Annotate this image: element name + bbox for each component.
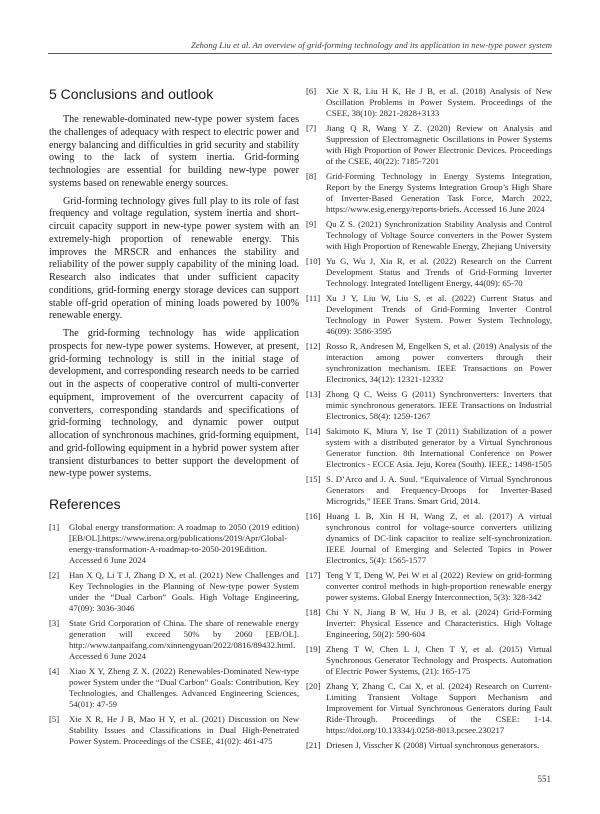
reference-item <box>49 522 299 566</box>
reference-text: Xie X R, Liu H K, He J B, et al. (2018) Analysis of New Oscillation Problems in Power System. Proceedings of the CSEE, 38(10): 2821-2828+3133 <box>326 86 552 118</box>
reference-number: [9] <box>306 219 317 229</box>
page-number: 551 <box>537 774 551 784</box>
reference-text: Zheng T W, Chen L J, Chen T Y, et al. (2015) Virtual Synchronous Generator Technology and Prospects. Automation of Electric Power Systems, (21): 165-175 <box>326 644 552 676</box>
reference-text: State Grid Corporation of China. The share of renewable energy generation will exceed 50% by 2060 [EB/OL]. http://www.tanpaifang.com/xinnengyuan/2022/0816/89432.html. Accessed 6 June 2024 <box>69 618 299 661</box>
reference-number: [15] <box>306 474 321 484</box>
reference-item <box>306 219 552 252</box>
reference-item <box>306 389 552 422</box>
reference-number: [11] <box>306 293 321 303</box>
reference-number: [2] <box>49 570 60 580</box>
header-rule <box>48 53 552 54</box>
reference-number: [13] <box>306 389 321 399</box>
reference-item <box>306 123 552 167</box>
reference-number: [10] <box>306 256 321 266</box>
reference-text: Jiang Q R, Wang Y Z. (2020) Review on Analysis and Suppression of Electromagnetic Oscillations in Power Systems with High Proportion of Power Electronic Devices. Proceedings of the CSEE, 40(22): 7185-7201 <box>326 123 552 166</box>
reference-number: [8] <box>306 171 317 181</box>
reference-list-right <box>306 86 552 751</box>
left-column <box>49 86 299 751</box>
reference-number: [7] <box>306 123 317 133</box>
reference-text: Han X Q, Li T J, Zhang D X, et al. (2021) New Challenges and Key Technologies in the Planning of New-type power System under the “Dual Carbon” Goals. High Voltage Engineering, 47(09): 3036-3046 <box>69 570 299 613</box>
reference-item <box>306 607 552 640</box>
reference-item <box>306 644 552 677</box>
reference-item <box>306 171 552 215</box>
reference-item <box>49 714 299 747</box>
reference-item <box>49 618 299 662</box>
reference-item <box>49 666 299 710</box>
reference-text: Chi Y N, Jiang B W, Hu J B, et al. (2024) Grid-Forming Inverter: Physical Essence and Characteristics. High Voltage Engineering, 50(2): 590-604 <box>326 607 552 639</box>
reference-item <box>49 570 299 614</box>
reference-item <box>306 86 552 119</box>
reference-text: Qu Z S. (2021) Synchronization Stability Analysis and Control Technology of Voltage Source converters in the Power System with High Proportion of Renewable Energy, Zhejiang University <box>326 219 552 251</box>
reference-item <box>306 511 552 566</box>
reference-list-left <box>49 522 299 747</box>
reference-text: Global energy transformation: A roadmap to 2050 (2019 edition) [EB/OL].https://www.irena.org/publications/2019/Apr/Global-energy-transformation-A-roadmap-to-2050-2019Edition. Accessed 6 June 2024 <box>69 522 299 565</box>
reference-item <box>306 341 552 385</box>
reference-text: Xie X R, He J B, Mao H Y, et al. (2021) Discussion on New Stability Issues and Classifications in Dual High-Penetrated Power System. Proceedings of the CSEE, 41(02): 461-475 <box>69 714 299 746</box>
reference-text: S. D’Arco and J. A. Suul. “Equivalence of Virtual Synchronous Generators and Frequency-Droops for Inverter-Based Microgrids,” IEEE Trans. Smart Grid, 2014. <box>326 474 552 506</box>
reference-text: Grid-Forming Technology in Energy Systems Integration, Report by the Energy Systems Integration Group’s High Share of Inverter-Based Generation Task Force, March 2022, https://www.esig.energy/reports-briefs. Accessed 16 June 2024 <box>326 171 552 214</box>
reference-text: Yu G, Wu J, Xia R, et al. (2022) Research on the Current Development Status and Trends of Grid-Forming Inverter Technology. Integrated Intelligent Energy, 44(09): 65-70 <box>326 256 552 288</box>
reference-number: [20] <box>306 681 321 691</box>
reference-text: Sakimoto K, Miura Y, Ise T (2011) Stabilization of a power system with a distributed generator by a Virtual Synchronous Generator function. 8th International Conference on Power Electronics - ECCE Asia. Jeju, Korea (South). IEEE,: 1498-1505 <box>326 426 552 469</box>
reference-number: [19] <box>306 644 321 654</box>
reference-number: [14] <box>306 426 321 436</box>
reference-number: [6] <box>306 86 317 96</box>
reference-number: [1] <box>49 522 60 532</box>
reference-item <box>306 570 552 603</box>
reference-text: Rosso R, Andresen M, Engelken S, et al. (2019) Analysis of the interaction among power converters through their synchronization mechanism. IEEE Transactions on Power Electronics, 34(12): 12321-12332 <box>326 341 552 384</box>
reference-number: [3] <box>49 618 60 628</box>
conclusions-paragraph-1: The renewable-dominated new-type power system faces the challenges of adequacy with respect to electric power and energy balancing and difficulties in grid security and stability owing to the lack of system inertia. Grid-forming technologies are essential for building new-type power systems based on renewable energy sources. <box>49 114 299 189</box>
reference-number: [21] <box>306 740 321 750</box>
reference-text: Teng Y T, Deng W, Pei W et al (2022) Review on grid-forming converter control methods in high-proportion renewable energy power systems. Global Energy Interconnection, 5(3): 328-342 <box>326 570 552 602</box>
reference-number: [4] <box>49 666 60 676</box>
reference-item <box>306 426 552 470</box>
conclusions-paragraph-3: The grid-forming technology has wide application prospects for new-type power systems. However, at present, grid-forming technology is still in the initial stage of development, and corresponding research needs to be carried out in the aspects of cooperative control of multi-converter equipment, improvement of the overcurrent capacity of converters, corresponding standards and specifications of grid-forming technology, and dynamic power output allocation of synchronous machines, grid-forming equipment, and grid-following equipment in a hybrid power system after transient disturbances to better support the development of new-type power systems. <box>49 328 299 480</box>
reference-number: [17] <box>306 570 321 580</box>
reference-number: [5] <box>49 714 60 724</box>
right-column <box>306 86 552 755</box>
reference-number: [18] <box>306 607 321 617</box>
reference-text: Xu J Y, Liu W, Liu S, et al. (2022) Current Status and Development Trends of Grid-Forming Inverter Control Technology in Power System. Power System Technology, 46(09): 3586-3595 <box>326 293 552 336</box>
reference-item <box>306 740 552 751</box>
reference-text: Xiao X Y, Zheng Z X. (2022) Renewables-Dominated New-type power System under the “Dual Carbon” Goals: Contribution, Key Technologies, and Challenges. Advanced Engineering Sciences, 54(01): 47-59 <box>69 666 299 709</box>
reference-text: Zhong Q C, Weiss G (2011) Synchronverters: Inverters that mimic synchronous generators. IEEE Transactions on Industrial Electronics, 58(4): 1259-1267 <box>326 389 552 421</box>
running-head: Zehong Liu et al. An overview of grid-forming technology and its application in new-type power system <box>190 40 552 50</box>
reference-number: [16] <box>306 511 321 521</box>
conclusions-paragraph-2: Grid-forming technology gives full play to its role of fast frequency and voltage regulation, system inertia and short-circuit capacity support in new-type power system with an extremely-high proportion of renewable energy. This improves the MRSCR and enhances the stability and reliability of the power supply capability of the mining load. Research also indicates that under sufficient capacity conditions, grid-forming energy storage devices can support stable off-grid operation of mining loads powered by 100% renewable energy. <box>49 195 299 322</box>
reference-number: [12] <box>306 341 321 351</box>
reference-text: Huang L B, Xin H H, Wang Z, et al. (2017) A virtual synchronous control for voltage-source converters utilizing dynamics of DC-link capacitor to realize self-synchronization. IEEE Journal of Emerging and Selected Topics in Power Electronics, 5(4): 1565-1577 <box>326 511 552 565</box>
reference-item <box>306 681 552 736</box>
reference-item <box>306 256 552 289</box>
reference-text: Zhang Y, Zhang C, Cai X, et al. (2024) Research on Current-Limiting Transient Voltage Support Mechanism and Improvement for Virtual Synchronous Generators during Fault Ride-Through. Proceedings of the CSEE: 1-14. https://doi.org/10.13334/j.0258-8013.pcsee.230217 <box>326 681 552 735</box>
reference-text: Driesen J, Visscher K (2008) Virtual synchronous generators. <box>326 740 540 750</box>
section-heading-conclusions: 5 Conclusions and outlook <box>49 86 214 102</box>
section-heading-references: References <box>49 496 121 512</box>
reference-item <box>306 474 552 507</box>
reference-item <box>306 293 552 337</box>
